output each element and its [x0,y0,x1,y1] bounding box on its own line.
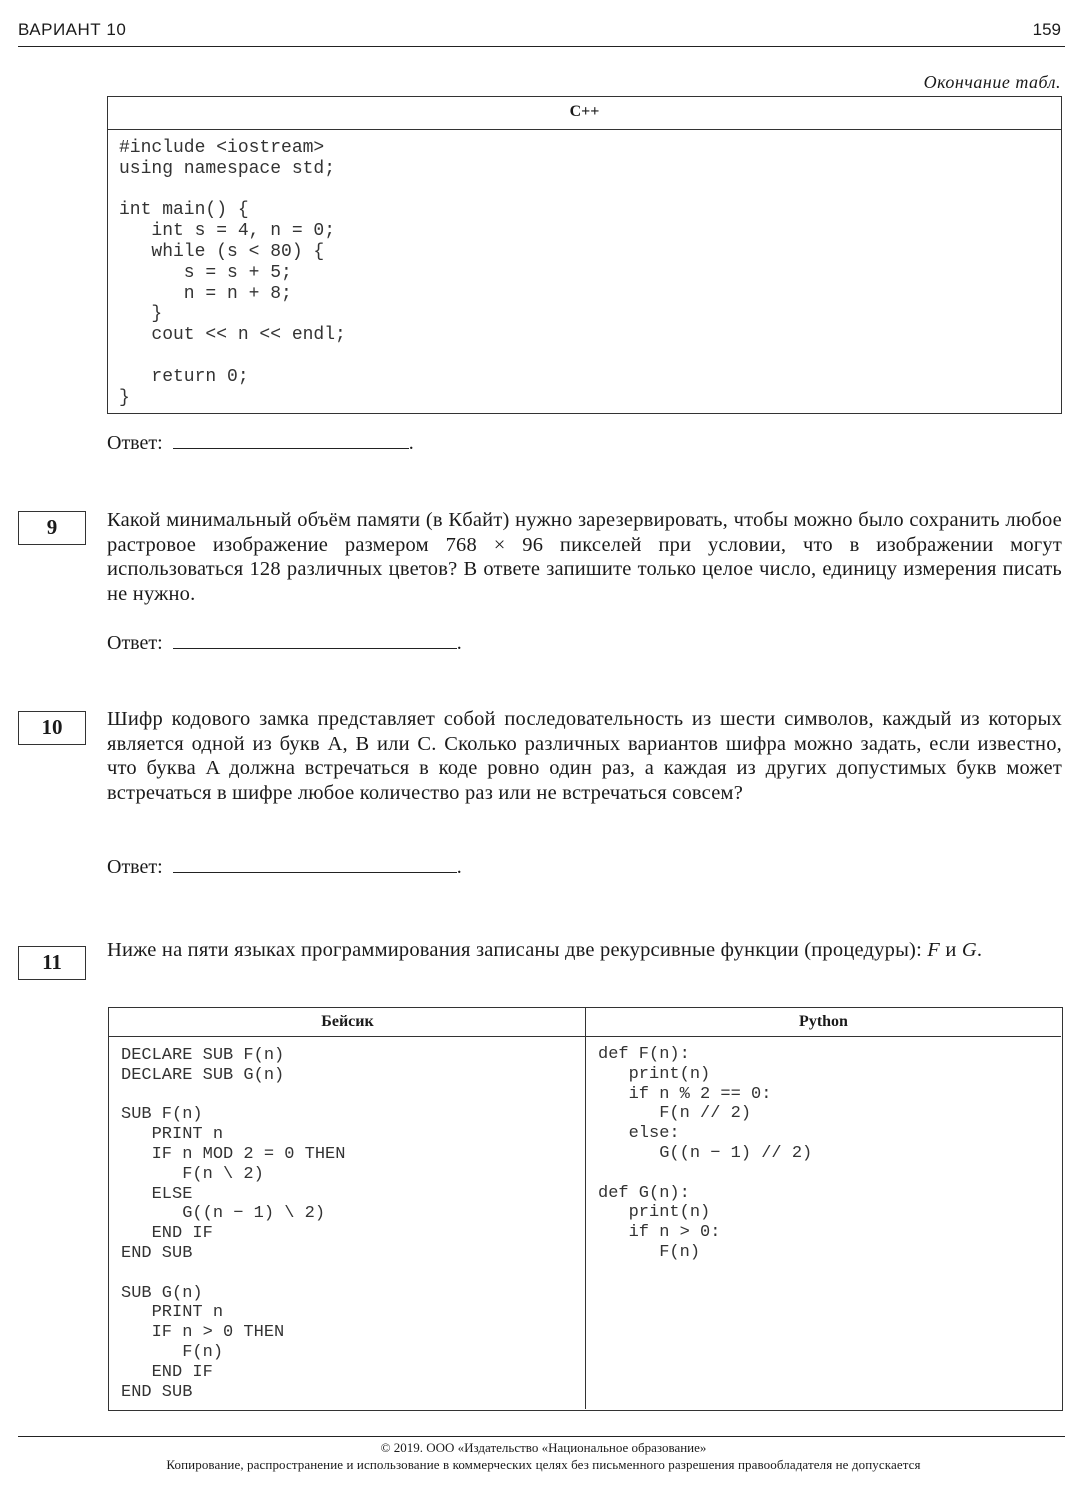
function-g-name: G [961,939,977,961]
page-number: 159 [1032,20,1061,39]
answer-blank[interactable] [173,854,457,873]
variant-label: ВАРИАНТ 10 [18,20,127,39]
cpp-code-block: #include <iostream> using namespace std; int main() { int s = 4, n = 0; while (s < 80) { s = s + 5; n = n + 8; } cout << n << endl; return 0; } [119,138,346,408]
table-continuation-note: Окончание табл. [923,72,1061,92]
answer-blank[interactable] [173,630,457,649]
answer-field-10[interactable] [107,854,462,879]
question-number-9: 9 [18,511,86,545]
column-divider [585,1008,586,1409]
footer-divider [18,1436,1065,1437]
conjunction: и [940,939,962,961]
python-heading: Python [586,1008,1061,1037]
question-number-10: 10 [18,711,86,745]
question-number-11: 11 [18,946,86,980]
question-text-9: Какой минимальный объём памяти (в Кбайт) нужно зарезервировать, чтобы можно было сохранить любое растровое изображение размером 768 × 96 пикселей при условии, что в изображении могут использоваться 128 различных цветов? В ответе запишите только целое число, единицу измерения писать не нужно. [107,509,1062,605]
basic-heading: Бейсик [109,1008,586,1037]
cpp-heading: C++ [108,97,1061,130]
python-code-block: def F(n): print(n) if n % 2 == 0: F(n // 2) else: G((n − 1) // 2) def G(n): print(n) if n > 0: F(n) [598,1045,813,1262]
answer-label: Ответ: [107,632,163,654]
answer-field-8[interactable] [107,430,414,455]
header-divider [18,46,1065,47]
answer-period: . [456,632,462,654]
answer-label: Ответ: [107,432,163,454]
footer-copyright: © 2019. ООО «Издательство «Национальное образование» [380,1440,707,1455]
answer-label: Ответ: [107,856,163,878]
answer-period: . [408,432,414,454]
footer-notice: Копирование, распространение и использование в коммерческих целях без письменного разрешения правообладателя не допускается [166,1457,921,1472]
question-text-11 [107,938,1062,963]
function-f-name: F [927,939,941,961]
answer-period: . [456,856,462,878]
question-text-10: Шифр кодового замка представляет собой последовательность из шести символов, каждый из которых является одной из букв A, B или C. Сколько различных вариантов шифра можно задать, если известно, что буква A должна встречаться в коде ровно один раз, а каждая из других допустимых букв может встречаться в шифре любое количество раз или не встречаться совсем? [107,708,1062,804]
question-text-11-intro: Ниже на пяти языках программирования записаны две рекурсивные функции (процедуры): [107,939,928,961]
task11-code-table [108,1007,1063,1411]
question-text-11-end: . [976,939,983,961]
cpp-code-table [107,96,1062,414]
answer-field-9[interactable] [107,630,462,655]
basic-code-block: DECLARE SUB F(n) DECLARE SUB G(n) SUB F(n) PRINT n IF n MOD 2 = 0 THEN F(n \ 2) ELSE G((n − 1) \ 2) END IF END SUB SUB G(n) PRINT n IF n > 0 THEN F(n) END IF END SUB [121,1046,346,1402]
answer-blank[interactable] [173,430,409,449]
